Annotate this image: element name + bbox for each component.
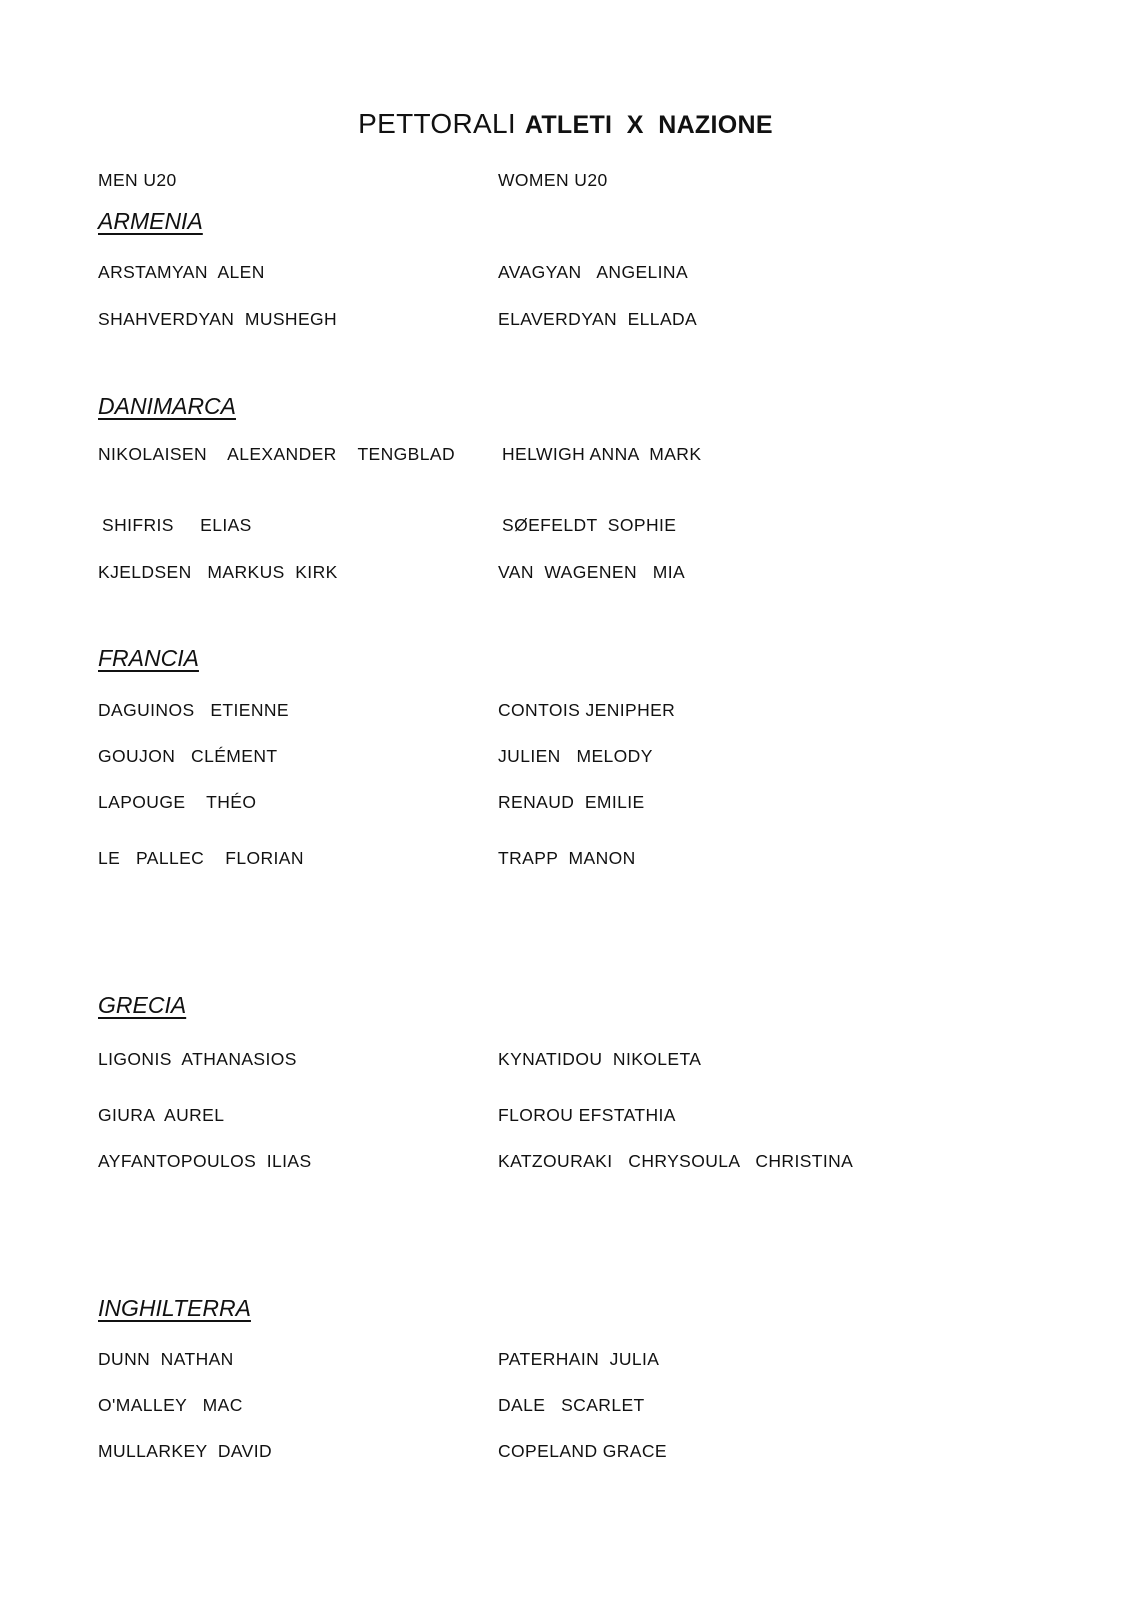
athlete-women: ELAVERDYAN ELLADA	[498, 309, 698, 329]
section-heading-armenia: ARMENIA	[98, 208, 203, 234]
athlete-men: NIKOLAISEN ALEXANDER TENGBLAD	[98, 444, 455, 464]
athlete-women: FLOROU EFSTATHIA	[498, 1105, 676, 1125]
column-header-men: MEN U20	[98, 170, 177, 190]
column-header-women: WOMEN U20	[498, 170, 608, 190]
athlete-women: AVAGYAN ANGELINA	[498, 262, 689, 282]
athlete-women: KATZOURAKI CHRYSOULA CHRISTINA	[498, 1151, 854, 1171]
athlete-men: ARSTAMYAN ALEN	[98, 262, 265, 282]
section-heading-inghilterra: INGHILTERRA	[98, 1295, 251, 1321]
athlete-men: GOUJON CLÉMENT	[98, 746, 278, 766]
document-title	[0, 108, 1131, 140]
athlete-men: LE PALLEC FLORIAN	[98, 848, 304, 868]
athlete-women: JULIEN MELODY	[498, 746, 653, 766]
athlete-women: SØEFELDT SOPHIE	[502, 515, 677, 535]
athlete-men: MULLARKEY DAVID	[98, 1441, 272, 1461]
section-heading-grecia: GRECIA	[98, 992, 187, 1018]
athlete-men: GIURA AUREL	[98, 1105, 225, 1125]
athlete-men: KJELDSEN MARKUS KIRK	[98, 562, 338, 582]
athlete-women: KYNATIDOU NIKOLETA	[498, 1049, 702, 1069]
athlete-women: VAN WAGENEN MIA	[498, 562, 686, 582]
athlete-men: SHAHVERDYAN MUSHEGH	[98, 309, 338, 329]
athlete-men: O'MALLEY MAC	[98, 1395, 243, 1415]
title-pettorali: PETTORALI	[358, 108, 516, 139]
title-atleti-x-nazione: ATLETI X NAZIONE	[524, 111, 773, 139]
athlete-women: PATERHAIN JULIA	[498, 1349, 660, 1369]
athlete-women: COPELAND GRACE	[498, 1441, 667, 1461]
athlete-women: DALE SCARLET	[498, 1395, 645, 1415]
athlete-women: HELWIGH ANNA MARK	[502, 444, 702, 464]
athlete-men: DUNN NATHAN	[98, 1349, 234, 1369]
athlete-men: AYFANTOPOULOS ILIAS	[98, 1151, 312, 1171]
athlete-men: DAGUINOS ETIENNE	[98, 700, 289, 720]
athlete-women: CONTOIS JENIPHER	[498, 700, 676, 720]
athlete-men: LIGONIS ATHANASIOS	[98, 1049, 297, 1069]
section-heading-francia: FRANCIA	[98, 645, 199, 671]
athlete-men: LAPOUGE THÉO	[98, 792, 257, 812]
section-heading-danimarca: DANIMARCA	[98, 393, 237, 419]
athlete-men: SHIFRIS ELIAS	[102, 515, 252, 535]
athlete-women: RENAUD EMILIE	[498, 792, 645, 812]
athlete-women: TRAPP MANON	[498, 848, 636, 868]
